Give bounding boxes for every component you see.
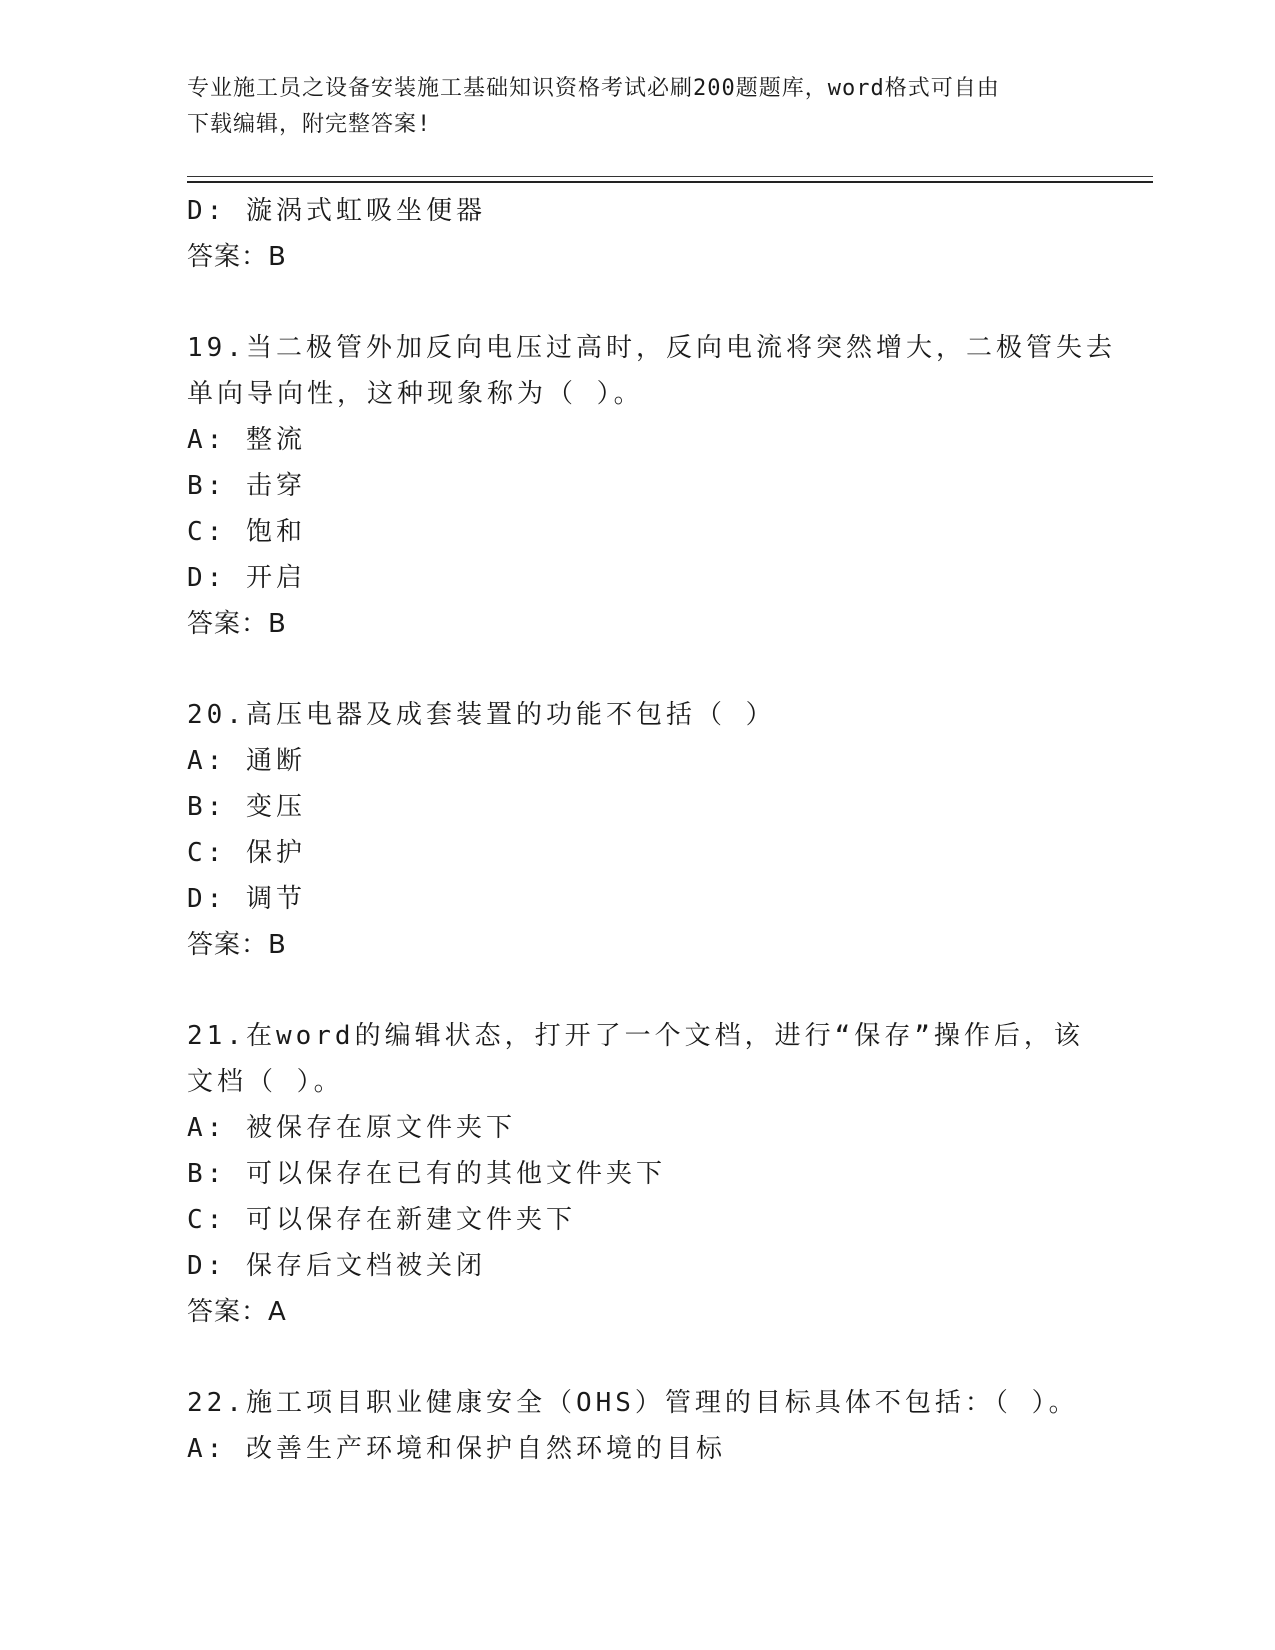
header-line-2: 下载编辑，附完整答案! xyxy=(187,112,432,137)
question-22: 22.施工项目职业健康安全（OHS）管理的目标具体不包括：（ ）。 xyxy=(187,1388,1079,1418)
answer: 答案：A xyxy=(187,1297,287,1327)
question-21: 21.在word的编辑状态，打开了一个文档，进行“保存”操作后，该 xyxy=(187,1021,1084,1051)
option-a: A: 改善生产环境和保护自然环境的目标 xyxy=(187,1434,726,1464)
option-d: D: 漩涡式虹吸坐便器 xyxy=(187,196,486,226)
option-a: A: 整流 xyxy=(187,425,306,455)
option-c: C: 保护 xyxy=(187,838,306,868)
option-b: B: 可以保存在已有的其他文件夹下 xyxy=(187,1159,666,1189)
answer: 答案：B xyxy=(187,242,287,272)
answer: 答案：B xyxy=(187,930,287,960)
header-rule-thick xyxy=(187,181,1153,183)
option-d: D: 开启 xyxy=(187,563,306,593)
option-d: D: 保存后文档被关闭 xyxy=(187,1251,486,1281)
answer: 答案：B xyxy=(187,609,287,639)
header-line-1: 专业施工员之设备安装施工基础知识资格考试必刷200题题库，word格式可自由 xyxy=(187,76,1000,101)
question-19-cont: 单向导向性，这种现象称为（ ）。 xyxy=(187,379,644,409)
document-body xyxy=(187,188,1116,1472)
question-19: 19.当二极管外加反向电压过高时，反向电流将突然增大，二极管失去 xyxy=(187,333,1116,363)
option-c: C: 可以保存在新建文件夹下 xyxy=(187,1205,576,1235)
question-21-cont: 文档（ ）。 xyxy=(187,1067,344,1097)
option-a: A: 被保存在原文件夹下 xyxy=(187,1113,516,1143)
header-rule-thin xyxy=(187,176,1153,177)
document-header xyxy=(187,71,1067,143)
option-b: B: 变压 xyxy=(187,792,306,822)
option-a: A: 通断 xyxy=(187,746,306,776)
option-d: D: 调节 xyxy=(187,884,306,914)
option-c: C: 饱和 xyxy=(187,517,306,547)
question-20: 20.高压电器及成套装置的功能不包括（ ） xyxy=(187,700,776,730)
option-b: B: 击穿 xyxy=(187,471,306,501)
